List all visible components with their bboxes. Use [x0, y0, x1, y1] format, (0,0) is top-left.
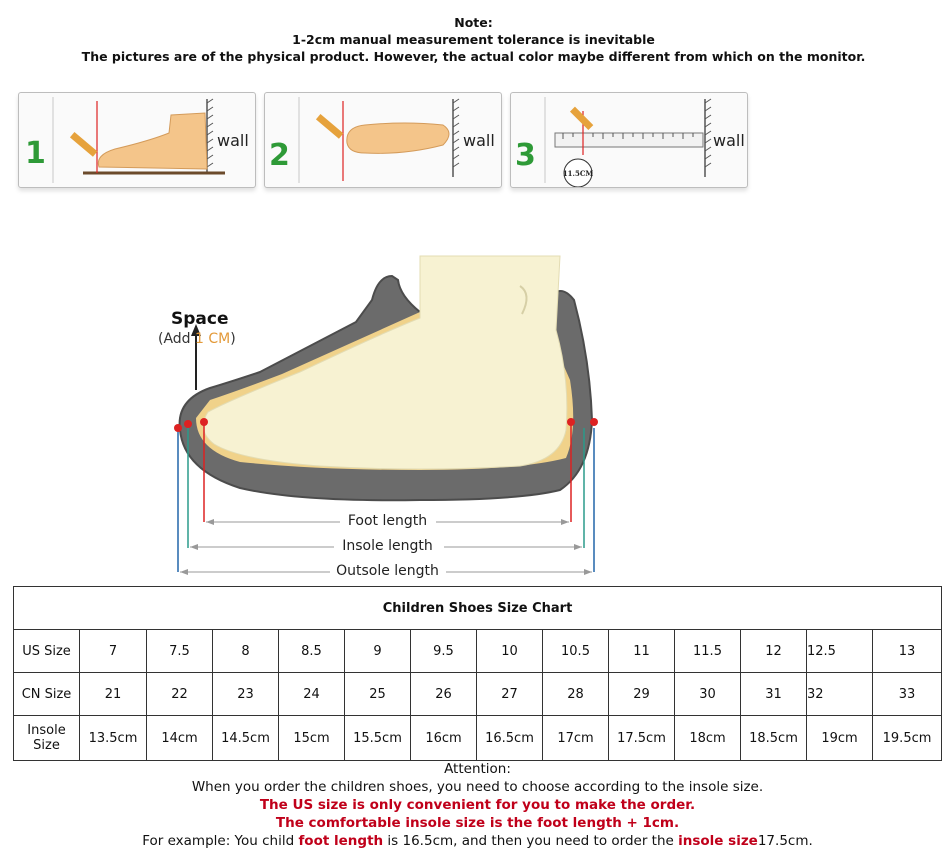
table-cell: 15cm — [279, 716, 345, 761]
insole-length-label: Insole length — [342, 538, 433, 554]
attention-title: Attention: — [444, 761, 511, 777]
table-cell: 7 — [80, 630, 147, 673]
table-cell: 19.5cm — [873, 716, 942, 761]
table-cell: 25 — [345, 673, 411, 716]
table-cell: 7.5 — [147, 630, 213, 673]
table-cell: 16cm — [411, 716, 477, 761]
note-line-color: The pictures are of the physical product. However, the actual color maybe different from which on the monitor. — [81, 49, 866, 64]
step-2-number: 2 — [269, 138, 290, 173]
table-cell: 9.5 — [411, 630, 477, 673]
table-cell: 14.5cm — [213, 716, 279, 761]
table-cell: 30 — [675, 673, 741, 716]
foot-length-label: Foot length — [347, 513, 428, 529]
step-2-wall-label: wall — [463, 131, 495, 150]
table-cell: 28 — [543, 673, 609, 716]
row-label: CN Size — [14, 673, 80, 716]
ruler-reading: 11.5CM — [562, 169, 594, 178]
table-cell: 9 — [345, 630, 411, 673]
table-row-cn-size — [14, 673, 942, 716]
step-1-wall-label: wall — [217, 131, 249, 150]
table-cell: 26 — [411, 673, 477, 716]
table-cell: 12 — [741, 630, 807, 673]
step-3-wall-label: wall — [713, 131, 745, 150]
attention-block — [13, 760, 942, 850]
space-add-note: (Add 1 CM) — [158, 331, 236, 347]
table-cell: 8.5 — [279, 630, 345, 673]
table-cell: 12.5 — [807, 630, 873, 673]
attention-line-example: For example: You child foot length is 16.5cm, and then you need to order the insole size17.5cm. — [142, 833, 813, 849]
table-cell: 14cm — [147, 716, 213, 761]
table-cell: 18.5cm — [741, 716, 807, 761]
attention-line-comfort: The comfortable insole size is the foot length + 1cm. — [275, 815, 680, 831]
space-add-value: 1 CM — [195, 331, 231, 347]
step-1-number: 1 — [25, 136, 46, 171]
note-line-tolerance: 1-2cm manual measurement tolerance is inevitable — [292, 32, 655, 47]
table-row-us-size — [14, 630, 942, 673]
table-cell: 17cm — [543, 716, 609, 761]
table-cell: 8 — [213, 630, 279, 673]
table-cell: 31 — [741, 673, 807, 716]
table-cell: 11.5 — [675, 630, 741, 673]
table-cell: 18cm — [675, 716, 741, 761]
table-cell: 11 — [609, 630, 675, 673]
table-cell: 24 — [279, 673, 345, 716]
row-label: US Size — [14, 630, 80, 673]
attention-line-order: When you order the children shoes, you need to choose according to the insole size. — [191, 779, 764, 795]
size-chart-title: Children Shoes Size Chart — [14, 587, 942, 630]
table-row-insole-size — [14, 716, 942, 761]
row-label: Insole Size — [14, 716, 80, 761]
attention-line-us-size: The US size is only convenient for you to make the order. — [259, 797, 696, 813]
table-cell: 10.5 — [543, 630, 609, 673]
table-cell: 10 — [477, 630, 543, 673]
table-cell: 13 — [873, 630, 942, 673]
table-cell: 15.5cm — [345, 716, 411, 761]
table-cell: 16.5cm — [477, 716, 543, 761]
table-cell: 29 — [609, 673, 675, 716]
table-cell: 23 — [213, 673, 279, 716]
note-title: Note: — [454, 15, 493, 30]
size-chart-table — [13, 586, 942, 761]
table-cell: 13.5cm — [80, 716, 147, 761]
table-cell: 21 — [80, 673, 147, 716]
table-cell: 17.5cm — [609, 716, 675, 761]
table-cell: 27 — [477, 673, 543, 716]
table-cell: 32 — [807, 673, 873, 716]
step-3-number: 3 — [515, 138, 536, 173]
space-title: Space — [171, 309, 229, 329]
table-cell: 19cm — [807, 716, 873, 761]
outsole-length-label: Outsole length — [336, 563, 439, 579]
table-cell: 22 — [147, 673, 213, 716]
table-cell: 33 — [873, 673, 942, 716]
